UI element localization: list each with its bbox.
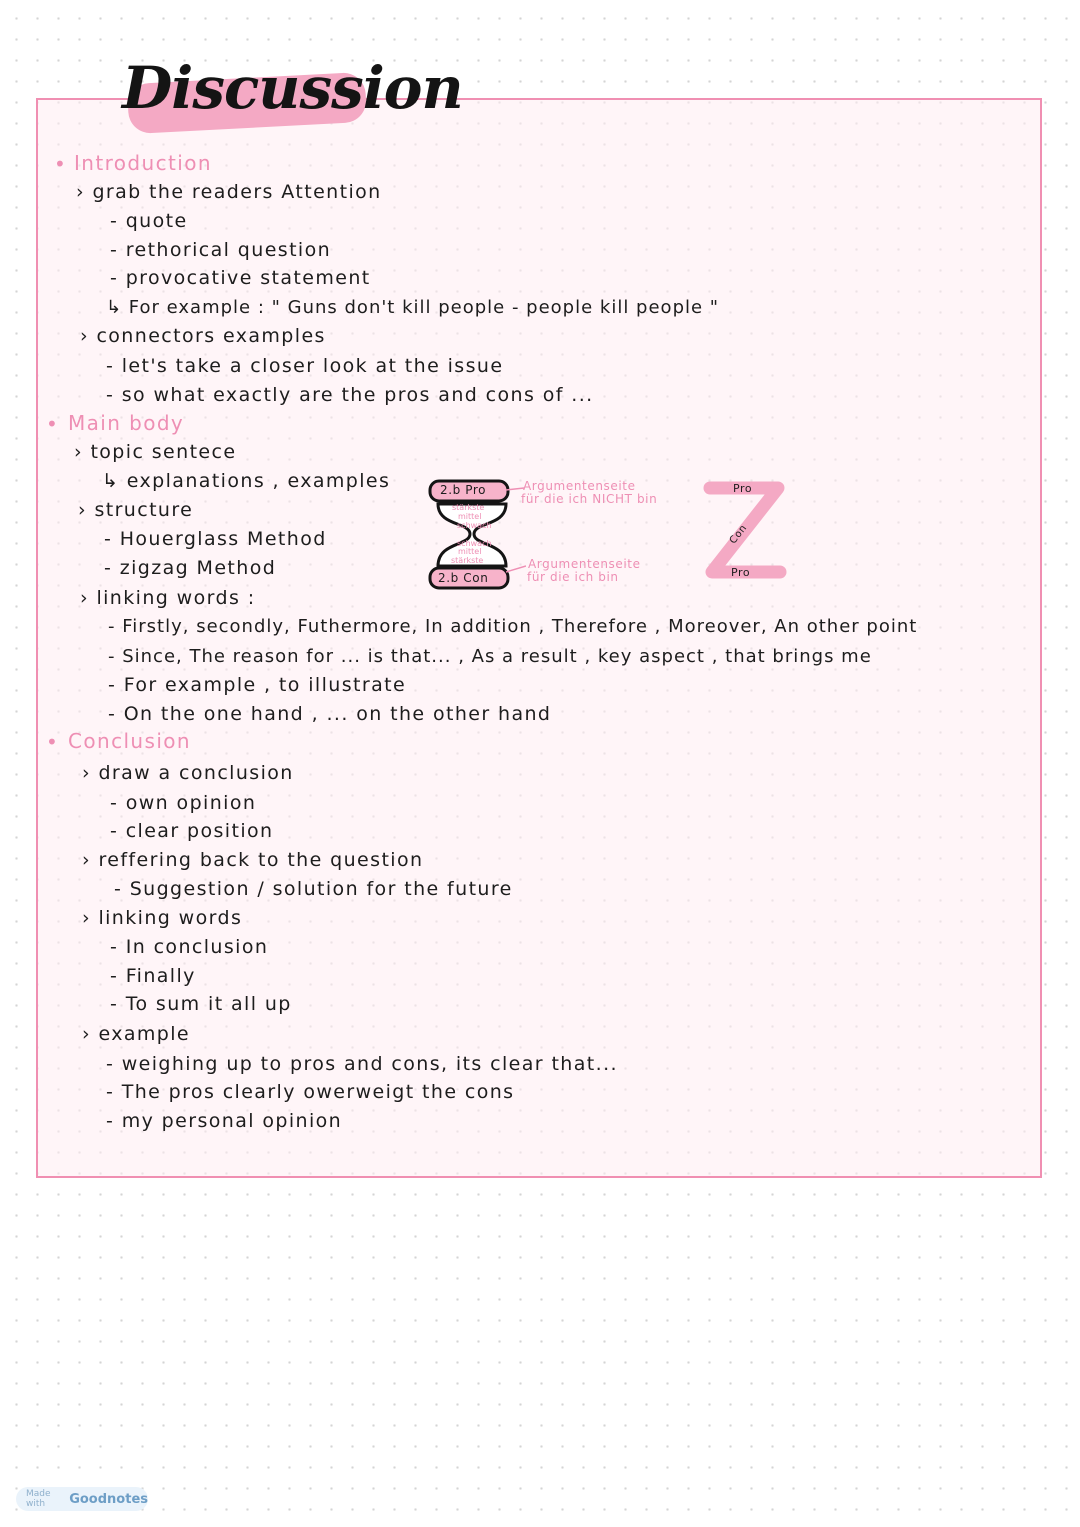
note-line: › reffering back to the question: [82, 849, 424, 871]
note-line: - In conclusion: [110, 936, 269, 958]
note-line: - rethorical question: [110, 239, 332, 261]
hourglass-note-bottom: für die ich bin: [527, 570, 619, 584]
hourglass-inner-text: schwach: [457, 521, 492, 530]
note-line: - so what exactly are the pros and cons of ...: [106, 384, 594, 406]
goodnotes-badge: [16, 1487, 148, 1511]
note-line: - let's take a closer look at the issue: [106, 355, 504, 377]
section-bullet: •: [46, 412, 58, 436]
note-line: - quote: [110, 210, 188, 232]
title-area: [122, 48, 463, 128]
note-line: › linking words: [82, 907, 243, 929]
note-line: › linking words :: [80, 587, 256, 609]
section-heading-conclusion: Conclusion: [68, 729, 191, 753]
section-bullet: •: [46, 730, 58, 754]
note-line: › grab the readers Attention: [76, 181, 382, 203]
hourglass-inner-text: stärkste: [452, 503, 485, 512]
note-line: - my personal opinion: [106, 1110, 343, 1132]
note-line: ↳ For example : " Guns don't kill people - people kill people ": [106, 297, 720, 318]
note-line: - provocative statement: [110, 267, 371, 289]
goodnotes-logo-text: Goodnotes: [69, 1491, 148, 1507]
note-line: - clear position: [110, 820, 274, 842]
note-line: › connectors examples: [80, 325, 326, 347]
note-line: - own opinion: [110, 792, 257, 814]
note-line: › example: [82, 1023, 191, 1045]
hourglass-inner-text: stärkste: [451, 556, 484, 565]
note-line: - Finally: [110, 965, 196, 987]
note-line: › structure: [78, 499, 194, 521]
section-heading-introduction: Introduction: [74, 151, 212, 175]
hourglass-note-top: Argumentenseite: [523, 479, 636, 493]
note-line: ↳ explanations , examples: [102, 470, 391, 492]
hourglass-bottom-label: 2.b Con: [438, 571, 489, 585]
hourglass-note-top: für die ich NICHT bin: [521, 492, 658, 506]
note-line: - On the one hand , ... on the other hand: [108, 703, 552, 725]
hourglass-inner-text: mittel: [458, 512, 482, 521]
hourglass-note-bottom: Argumentenseite: [528, 557, 641, 571]
note-line: - For example , to illustrate: [108, 674, 407, 696]
page-title: Discussion: [122, 54, 463, 122]
note-line: - Suggestion / solution for the future: [114, 878, 513, 900]
made-with-text: Made with: [26, 1489, 51, 1509]
note-line: - Firstly, secondly, Futhermore, In addition , Therefore , Moreover, An other point: [108, 616, 918, 637]
note-line: - weighing up to pros and cons, its clear that...: [106, 1053, 618, 1075]
section-heading-main-body: Main body: [68, 411, 185, 435]
hourglass-inner-text: schwach: [457, 539, 492, 548]
section-bullet: •: [54, 152, 66, 176]
note-line: - Houerglass Method: [104, 528, 327, 550]
hourglass-top-label: 2.b Pro: [440, 483, 487, 497]
note-line: - zigzag Method: [104, 557, 277, 579]
zigzag-top-label: Pro: [733, 482, 753, 495]
note-line: - Since, The reason for ... is that... , As a result , key aspect , that brings me: [108, 646, 872, 667]
note-line: - The pros clearly owerweigt the cons: [106, 1081, 515, 1103]
note-line: - To sum it all up: [110, 993, 292, 1015]
note-line: › topic sentece: [74, 441, 237, 463]
hourglass-inner-text: mittel: [458, 547, 482, 556]
zigzag-middle-label: Con: [727, 522, 750, 547]
zigzag-bottom-label: Pro: [731, 566, 751, 579]
note-line: › draw a conclusion: [82, 762, 294, 784]
